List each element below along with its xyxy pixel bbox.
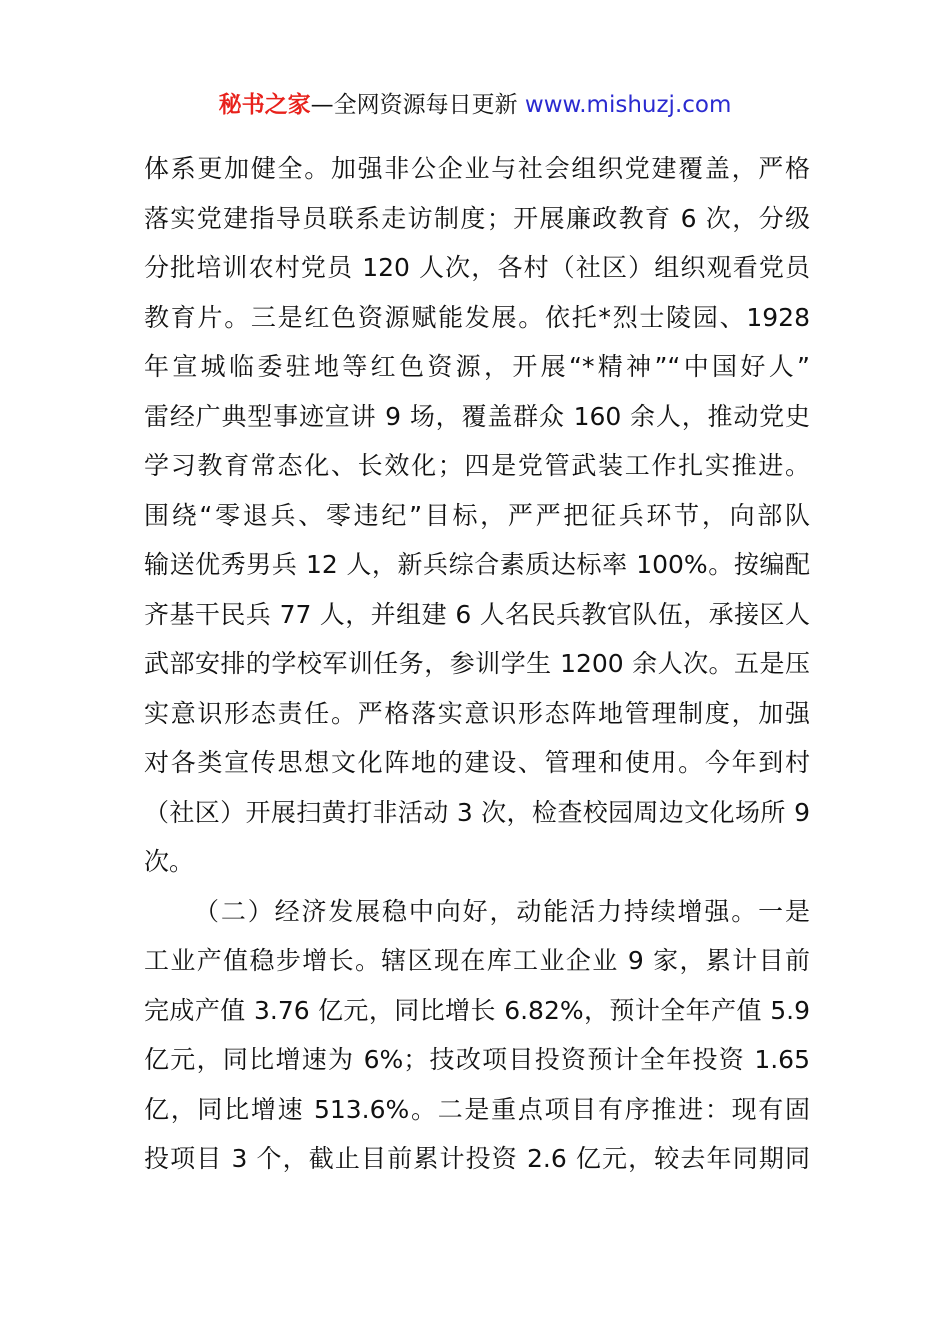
text-line: 体系更加健全。加强非公企业与社会组织党建覆盖，严格 (144, 154, 810, 183)
text-line: 落实党建指导员联系走访制度；开展廉政教育 6 次，分级 (144, 203, 810, 233)
text-line: 学习教育常态化、长效化；四是党管武装工作扎实推进。 (144, 451, 810, 480)
site-tagline: —全网资源每日更新 (310, 92, 525, 118)
text-line: 亿，同比增速 513.6%。二是重点项目有序推进：现有固 (144, 1094, 810, 1124)
text-line: 对各类宣传思想文化阵地的建设、管理和使用。今年到村 (144, 748, 810, 777)
section-heading-line: （二）经济发展稳中向好，动能活力持续增强。一是 (194, 896, 810, 926)
text-line: 教育片。三是红色资源赋能发展。依托*烈士陵园、1928 (144, 302, 810, 332)
text-line: （社区）开展扫黄打非活动 3 次，检查校园周边文化场所 9 (144, 797, 810, 827)
text-line: 工业产值稳步增长。辖区现在库工业企业 9 家，累计目前 (144, 946, 810, 975)
site-header (0, 88, 950, 122)
document-body (144, 144, 810, 1184)
text-line: 分批培训农村党员 120 人次，各村（社区）组织观看党员 (144, 253, 810, 282)
text-line: 齐基干民兵 77 人，并组建 6 人名民兵教官队伍，承接区人 (144, 599, 810, 629)
text-line: 年宣城临委驻地等红色资源，开展“*精神”“中国好人” (144, 352, 810, 381)
text-line: 输送优秀男兵 12 人，新兵综合素质达标率 100%。按编配 (144, 550, 810, 579)
text-line: 雷经广典型事迹宣讲 9 场，覆盖群众 160 余人，推动党史 (144, 401, 810, 431)
site-brand: 秘书之家 (218, 92, 311, 118)
text-line: 投项目 3 个，截止目前累计投资 2.6 亿元，较去年同期同 (144, 1144, 810, 1173)
text-line: 武部安排的学校军训任务，参训学生 1200 余人次。五是压 (144, 649, 810, 678)
text-line: 实意识形态责任。严格落实意识形态阵地管理制度，加强 (144, 698, 810, 728)
site-url[interactable]: www.mishuzj.com (524, 92, 732, 118)
text-line: 完成产值 3.76 亿元，同比增长 6.82%，预计全年产值 5.9 (144, 995, 810, 1025)
text-line: 围绕“零退兵、零违纪”目标，严严把征兵环节，向部队 (144, 500, 810, 530)
text-line: 亿元，同比增速为 6%；技改项目投资预计全年投资 1.65 (144, 1045, 810, 1074)
text-line: 次。 (144, 847, 195, 876)
